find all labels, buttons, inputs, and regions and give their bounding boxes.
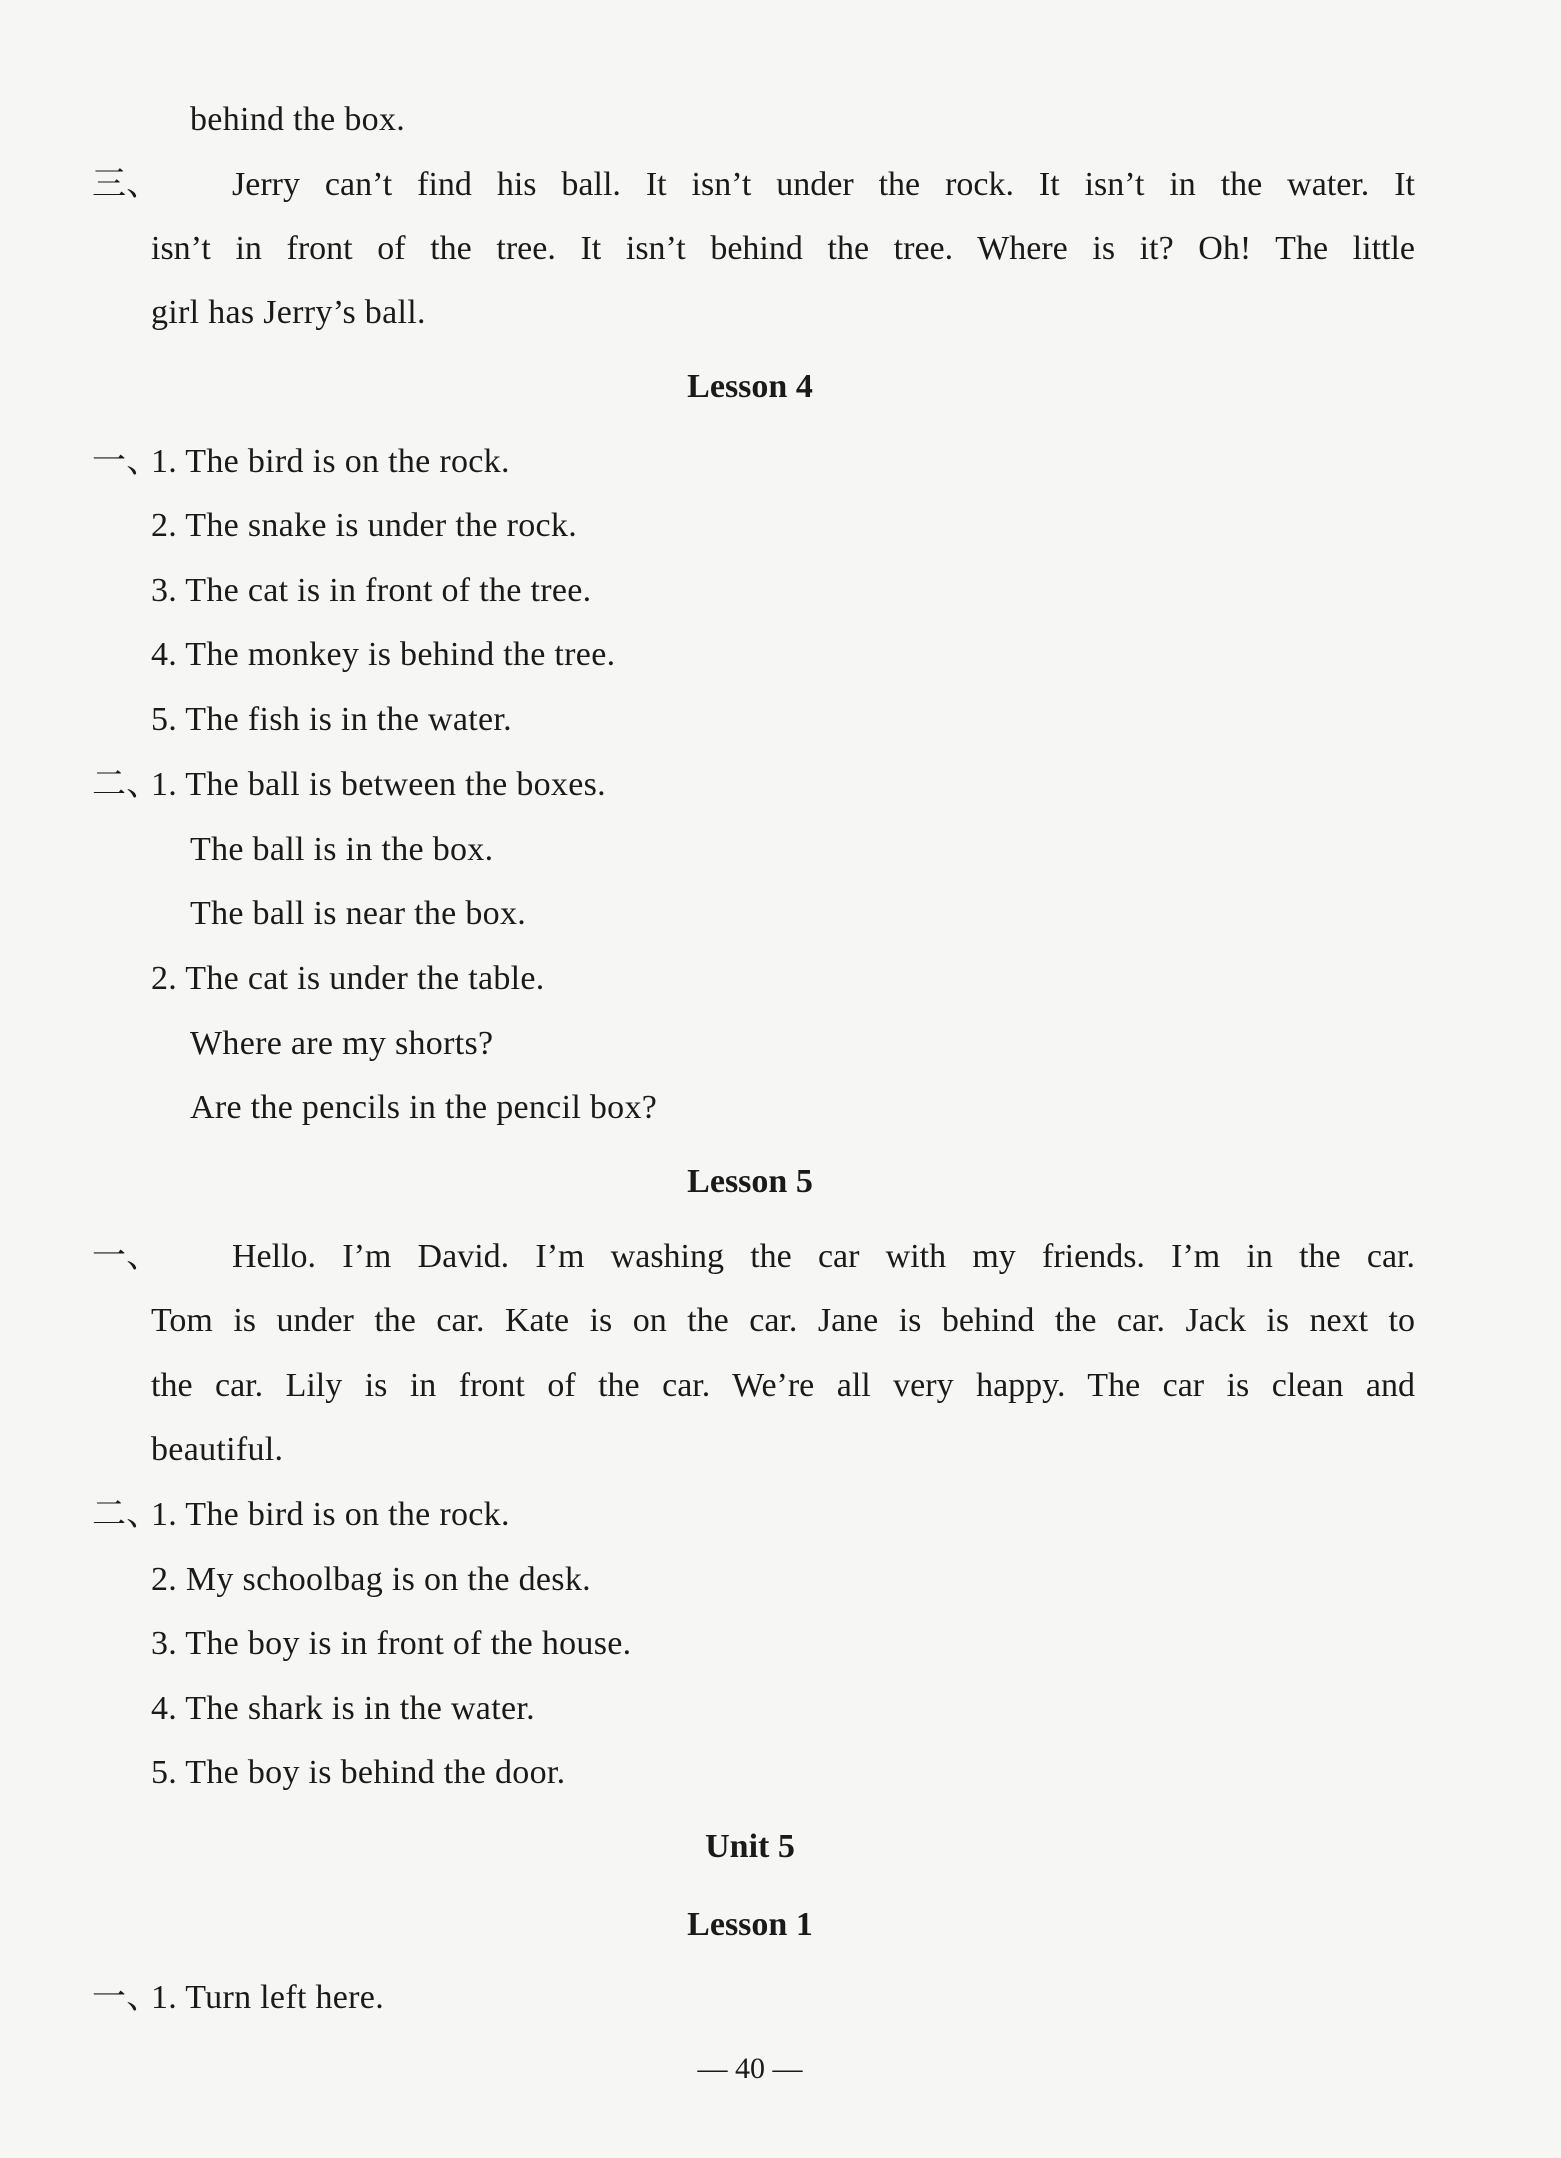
paragraph-line: beautiful. bbox=[151, 1431, 284, 1468]
unit-heading: Unit 5 bbox=[705, 1828, 795, 1865]
paragraph-line: isn’t in front of the tree. It isn’t behind the tree. Where is it? Oh! The little bbox=[151, 230, 1415, 267]
answer-item: 1. The bird is on the rock. bbox=[151, 443, 510, 480]
section-marker: 三、 bbox=[92, 166, 161, 203]
answer-item: 3. The boy is in front of the house. bbox=[151, 1625, 632, 1662]
answer-subitem: Where are my shorts? bbox=[190, 1025, 494, 1062]
answer-item: 1. Turn left here. bbox=[151, 1979, 384, 2016]
answer-subitem: Are the pencils in the pencil box? bbox=[190, 1089, 658, 1126]
paragraph-line: girl has Jerry’s ball. bbox=[151, 294, 426, 331]
answer-item: 2. The cat is under the table. bbox=[151, 960, 545, 997]
answer-item: 2. The snake is under the rock. bbox=[151, 507, 577, 544]
answer-item: 4. The monkey is behind the tree. bbox=[151, 636, 616, 673]
section-marker: 一、 bbox=[92, 1238, 161, 1275]
paragraph-line: the car. Lily is in front of the car. We’re all very happy. The car is clean and bbox=[151, 1367, 1415, 1404]
answer-subitem: The ball is near the box. bbox=[190, 895, 527, 932]
paragraph-line: Hello. I’m David. I’m washing the car with my friends. I’m in the car. bbox=[232, 1238, 1415, 1275]
lesson-heading: Lesson 1 bbox=[687, 1906, 813, 1943]
continuation-line: behind the box. bbox=[190, 101, 406, 138]
answer-item: 5. The fish is in the water. bbox=[151, 701, 512, 738]
lesson-heading: Lesson 4 bbox=[687, 368, 813, 405]
answer-subitem: The ball is in the box. bbox=[190, 831, 494, 868]
section-marker: 一、 bbox=[92, 1979, 161, 2016]
answer-item: 2. My schoolbag is on the desk. bbox=[151, 1561, 591, 1598]
page-number: — 40 — bbox=[697, 2052, 803, 2085]
section-marker: 二、 bbox=[92, 766, 161, 803]
answer-item: 1. The bird is on the rock. bbox=[151, 1496, 510, 1533]
answer-item: 1. The ball is between the boxes. bbox=[151, 766, 606, 803]
answer-item: 4. The shark is in the water. bbox=[151, 1690, 535, 1727]
answer-item: 5. The boy is behind the door. bbox=[151, 1754, 566, 1791]
answer-item: 3. The cat is in front of the tree. bbox=[151, 572, 592, 609]
section-marker: 一、 bbox=[92, 443, 161, 480]
lesson-heading: Lesson 5 bbox=[687, 1163, 813, 1200]
paragraph-line: Tom is under the car. Kate is on the car. Jane is behind the car. Jack is next to bbox=[151, 1302, 1415, 1339]
section-marker: 二、 bbox=[92, 1496, 161, 1533]
paragraph-line: Jerry can’t find his ball. It isn’t under the rock. It isn’t in the water. It bbox=[232, 166, 1415, 203]
